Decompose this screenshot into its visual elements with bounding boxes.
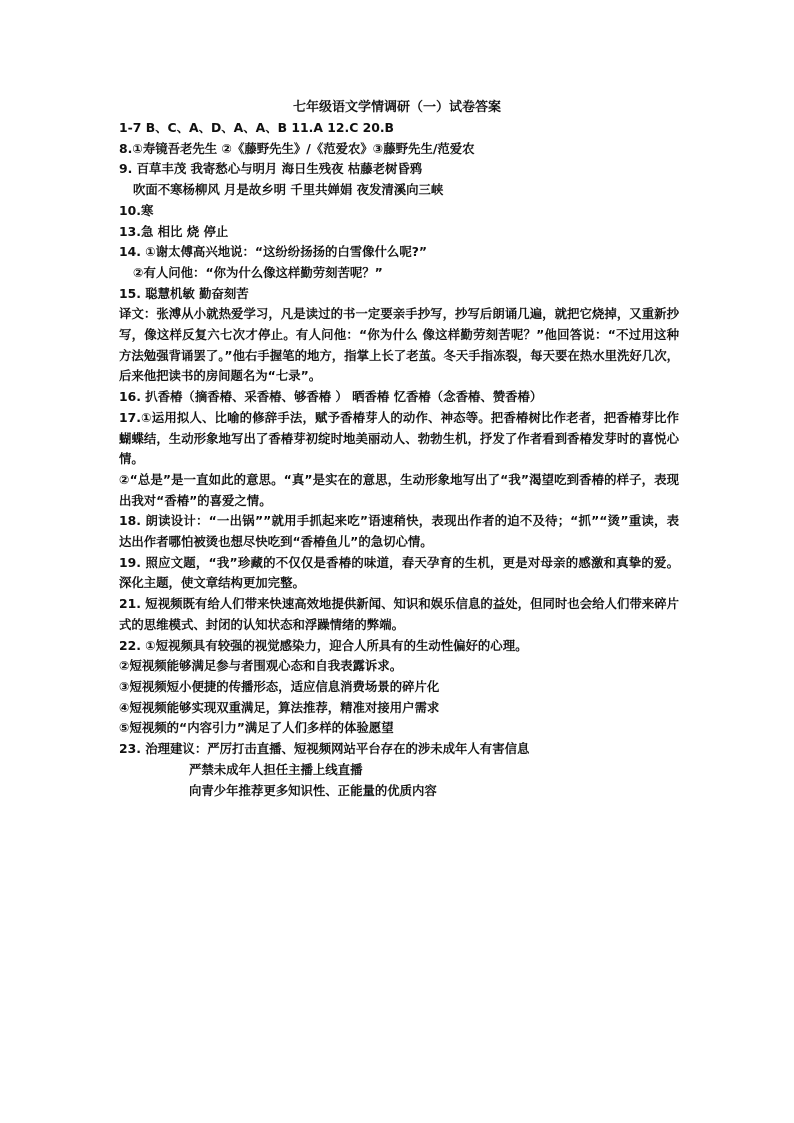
answer-paragraph-18: 18. 朗读设计：“一出锅””就用手抓起来吃”语速稍快，表现出作者的迫不及待；“抓”“烫”重读，表达出作者哪怕被烫也想尽快吃到“香椿鱼儿”的急切心情。: [119, 513, 679, 550]
answer-paragraph-19: 19. 照应文题，“我”珍藏的不仅仅是香椿的味道，春天孕育的生机，更是对母亲的感激和真挚的爱。深化主题，使文章结构更加完整。: [119, 554, 679, 591]
answer-line-16: 16. 扒香椿（摘香椿、采香椿、够香椿 ） 晒香椿 忆香椿（念香椿、赞香椿）: [119, 389, 543, 405]
answer-line-22-3: ③短视频短小便捷的传播形态，适应信息消费场景的碎片化: [119, 678, 440, 694]
answer-line-9: 9. 百草丰茂 我寄愁心与明月 海日生残夜 枯藤老树昏鸦: [119, 161, 423, 177]
answer-line-8: 8.①寿镜吾老先生 ②《藤野先生》/《范爱农》③藤野先生/范爱农: [119, 140, 475, 156]
answer-line-10: 10.寒: [119, 202, 154, 218]
answer-line-23-2: 严禁未成年人担任主播上线直播: [189, 761, 363, 777]
answer-paragraph-17-1: 17.①运用拟人、比喻的修辞手法，赋予香椿芽人的动作、神态等。把香椿树比作老者，把香椿芽比作蝴蝶结，生动形象地写出了香椿芽初绽时地美丽动人、勃勃生机，抒发了作者看到香椿发芽时的喜悦心情。: [119, 409, 679, 467]
answer-line-9-cont: 吹面不寒杨柳风 月是故乡明 千里共婵娟 夜发清溪向三峡: [133, 182, 444, 198]
answer-line-14-cont: ②有人问他：“你为什么像这样勤劳刻苦呢？”: [133, 264, 383, 280]
answer-line-1-7: 1-7 B、C、A、D、A、A、B 11.A 12.C 20.B: [119, 120, 394, 135]
answer-line-23-3: 向青少年推荐更多知识性、正能量的优质内容: [189, 782, 437, 798]
answer-paragraph-21: 21. 短视频既有给人们带来快速高效地提供新闻、知识和娱乐信息的益处，但同时也会给人们带来碎片式的思维模式、封闭的认知状态和浮躁情绪的弊端。: [119, 596, 679, 632]
answer-line-13: 13.急 相比 烧 停止: [119, 223, 229, 239]
answer-line-22-1: 22. ①短视频具有较强的视觉感染力，迎合人所具有的生动性偏好的心理。: [119, 637, 528, 653]
answer-content: [119, 118, 679, 801]
answer-line-23: 23. 治理建议：严厉打击直播、短视频网站平台存在的涉未成年人有害信息: [119, 741, 530, 757]
answer-line-22-2: ②短视频能够满足参与者围观心态和自我表露诉求。: [119, 658, 403, 674]
answer-paragraph-17-2: ②“总是”是一直如此的意思。“真”是实在的意思，生动形象地写出了“我”渴望吃到香椿的样子，表现出我对“香椿”的喜爱之情。: [119, 471, 679, 508]
translation-paragraph: 译文：张溥从小就热爱学习，凡是读过的书一定要亲手抄写，抄写后朗诵几遍，就把它烧掉，又重新抄写，像这样反复六七次才停止。有人问他：“你为什么 像这样勤劳刻苦呢？”他回答说：“不过用这种方法勉强背诵罢了。”他右手握笔的地方，指掌上长了老茧。冬天手指冻裂，每天要在热水里洗好几次，后来他把读书的房间题名为“七录”。: [119, 306, 679, 384]
answer-line-15: 15. 聪慧机敏 勤奋刻苦: [119, 285, 249, 301]
document-title: 七年级语文学情调研（一）试卷答案: [292, 100, 501, 115]
answer-line-22-5: ⑤短视频的“内容引力”满足了人们多样的体验愿望: [119, 720, 394, 736]
answer-line-22-4: ④短视频能够实现双重满足，算法推荐，精准对接用户需求: [119, 699, 440, 715]
answer-line-14: 14. ①谢太傅高兴地说：“这纷纷扬扬的白雪像什么呢?”: [119, 244, 428, 260]
